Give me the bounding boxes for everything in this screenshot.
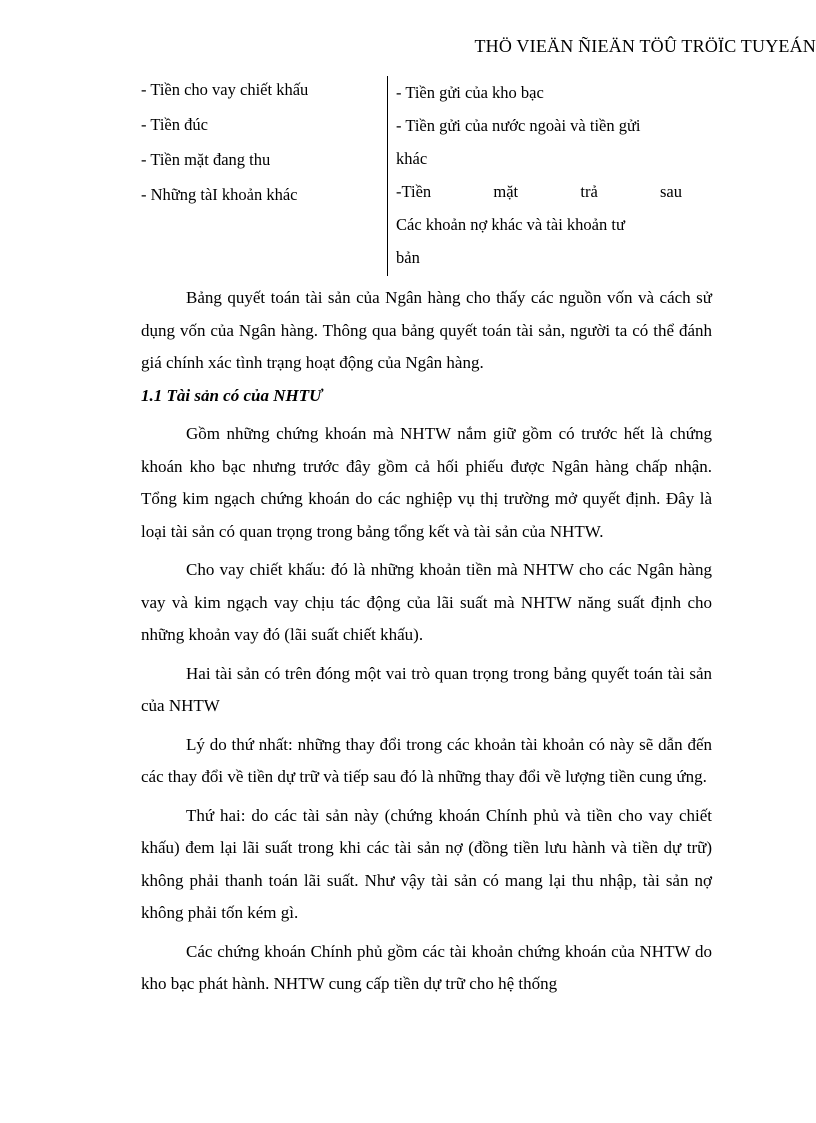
paragraph: Gồm những chứng khoán mà NHTW nắm giữ gồm có trước hết là chứng khoán kho bạc nhưng trước đây gồm cả hối phiếu được Ngân hàng chấp nhận. Tổng kim ngạch chứng khoán do các nghiệp vụ thị trường mở quyết định. Đây là loại tài sản có quan trọng trong bảng tổng kết và tài sản của NHTW. [141,424,712,541]
page-header: THÖ VIEÄN ÑIEÄN TÖÛ TRÖÏC TUYEÁN [474,36,816,56]
list-item-continuation: khác [396,149,428,168]
intro-paragraph: Bảng quyết toán tài sản của Ngân hàng cho thấy các nguồn vốn và cách sử dụng vốn của Ngân hàng. Thông qua bảng quyết toán tài sản, người ta có thể đánh giá chính xác tình trạng hoạt động của Ngân hàng. [141,288,712,372]
list-item: -Tiền mặt trả sau [396,182,682,201]
right-column [396,76,682,274]
list-item: - Tiền đúc [141,115,208,134]
two-column-list [141,76,701,276]
list-item: - Tiền gửi của nước ngoài và tiền gửi [396,116,641,135]
paragraph: Thứ hai: do các tài sản này (chứng khoán Chính phủ và tiền cho vay chiết khấu) đem lại lãi suất trong khi các tài sản nợ (đồng tiền lưu hành và tiền dự trữ) không phải thanh toán lãi suất. Như vậy tài sản có mang lại thu nhập, tài sản nợ không phải tốn kém gì. [141,805,712,922]
paragraph: Lý do thứ nhất: những thay đổi trong các khoản tài khoản có này sẽ dẫn đến các thay đổi về tiền dự trữ và tiếp sau đó là những thay đổi về lượng tiền cung ứng. [141,734,712,786]
list-item: - Tiền cho vay chiết khấu [141,80,309,99]
list-item: - Những tàI khoản khác [141,185,298,204]
paragraph: Hai tài sản có trên đóng một vai trò quan trọng trong bảng quyết toán tài sản của NHTW [141,663,712,715]
left-column [141,76,381,216]
paragraph: Các chứng khoán Chính phủ gồm các tài khoản chứng khoán của NHTW do kho bạc phát hành. NHTW cung cấp tiền dự trữ cho hệ thống [141,941,712,993]
column-divider [387,76,388,276]
list-item: - Tiền gửi của kho bạc [396,83,544,102]
paragraph: Cho vay chiết khấu: đó là những khoản tiền mà NHTW cho các Ngân hàng vay và kim ngạch vay chịu tác động của lãi suất mà NHTW năng suất định cho những khoản vay đó (lãi suất chiết khấu). [141,560,712,644]
list-item: Các khoản nợ khác và tài khoản tư [396,215,625,234]
list-item-continuation: bản [396,248,420,267]
list-item: - Tiền mặt đang thu [141,150,271,169]
section-heading: 1.1 Tài sản có của NHTƯ [141,385,323,405]
body-text [141,282,712,1001]
